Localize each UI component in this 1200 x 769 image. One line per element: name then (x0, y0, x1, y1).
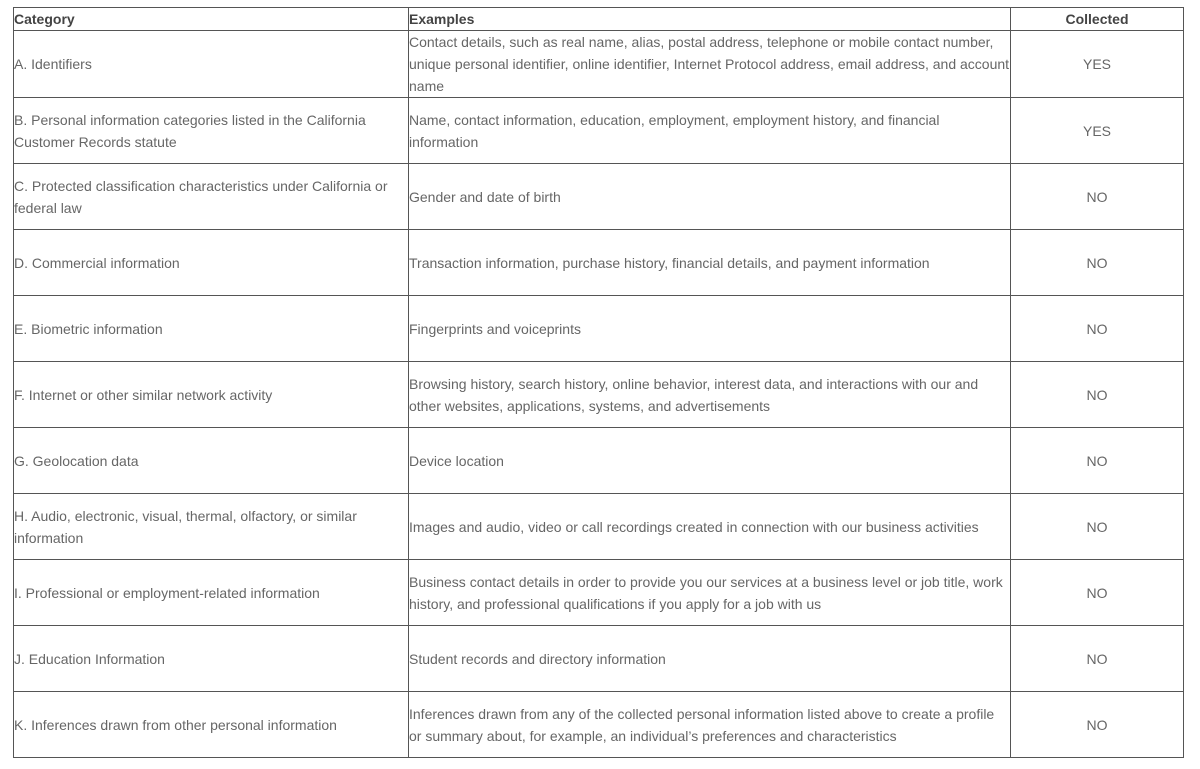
category-cell: K. Inferences drawn from other personal information (14, 692, 409, 758)
examples-cell: Images and audio, video or call recordings created in connection with our business activities (409, 494, 1011, 560)
category-cell: J. Education Information (14, 626, 409, 692)
collected-cell: YES (1011, 98, 1184, 164)
collected-cell: NO (1011, 164, 1184, 230)
table-header-row (14, 8, 1184, 31)
examples-cell: Student records and directory information (409, 626, 1011, 692)
collected-cell: NO (1011, 230, 1184, 296)
examples-cell: Inferences drawn from any of the collected personal information listed above to create a profile or summary about, for example, an individual’s preferences and characteristics (409, 692, 1011, 758)
category-cell: F. Internet or other similar network activity (14, 362, 409, 428)
examples-cell: Device location (409, 428, 1011, 494)
collected-cell: NO (1011, 692, 1184, 758)
table-row (14, 692, 1184, 758)
personal-information-table (13, 7, 1184, 758)
examples-cell: Name, contact information, education, employment, employment history, and financial information (409, 98, 1011, 164)
table-row (14, 362, 1184, 428)
table-row (14, 560, 1184, 626)
collected-cell: YES (1011, 31, 1184, 98)
category-cell: G. Geolocation data (14, 428, 409, 494)
collected-cell: NO (1011, 626, 1184, 692)
table-row (14, 230, 1184, 296)
collected-cell: NO (1011, 362, 1184, 428)
header-examples: Examples (409, 8, 1011, 31)
examples-cell: Business contact details in order to provide you our services at a business level or job title, work history, and professional qualifications if you apply for a job with us (409, 560, 1011, 626)
table-row (14, 98, 1184, 164)
collected-cell: NO (1011, 428, 1184, 494)
category-cell: D. Commercial information (14, 230, 409, 296)
category-cell: H. Audio, electronic, visual, thermal, olfactory, or similar information (14, 494, 409, 560)
collected-cell: NO (1011, 494, 1184, 560)
category-cell: C. Protected classification characteristics under California or federal law (14, 164, 409, 230)
table-row (14, 626, 1184, 692)
category-cell: A. Identifiers (14, 31, 409, 98)
collected-cell: NO (1011, 560, 1184, 626)
category-cell: B. Personal information categories listed in the California Customer Records statute (14, 98, 409, 164)
collected-cell: NO (1011, 296, 1184, 362)
table-row (14, 428, 1184, 494)
examples-cell: Transaction information, purchase history, financial details, and payment information (409, 230, 1011, 296)
examples-cell: Gender and date of birth (409, 164, 1011, 230)
table-row (14, 31, 1184, 98)
table-row (14, 164, 1184, 230)
examples-cell: Contact details, such as real name, alias, postal address, telephone or mobile contact number, unique personal identifier, online identifier, Internet Protocol address, email address, and account name (409, 31, 1011, 98)
table-row (14, 494, 1184, 560)
category-cell: E. Biometric information (14, 296, 409, 362)
examples-cell: Fingerprints and voiceprints (409, 296, 1011, 362)
table-row (14, 296, 1184, 362)
category-cell: I. Professional or employment-related information (14, 560, 409, 626)
examples-cell: Browsing history, search history, online behavior, interest data, and interactions with our and other websites, applications, systems, and advertisements (409, 362, 1011, 428)
header-collected: Collected (1011, 8, 1184, 31)
header-category: Category (14, 8, 409, 31)
